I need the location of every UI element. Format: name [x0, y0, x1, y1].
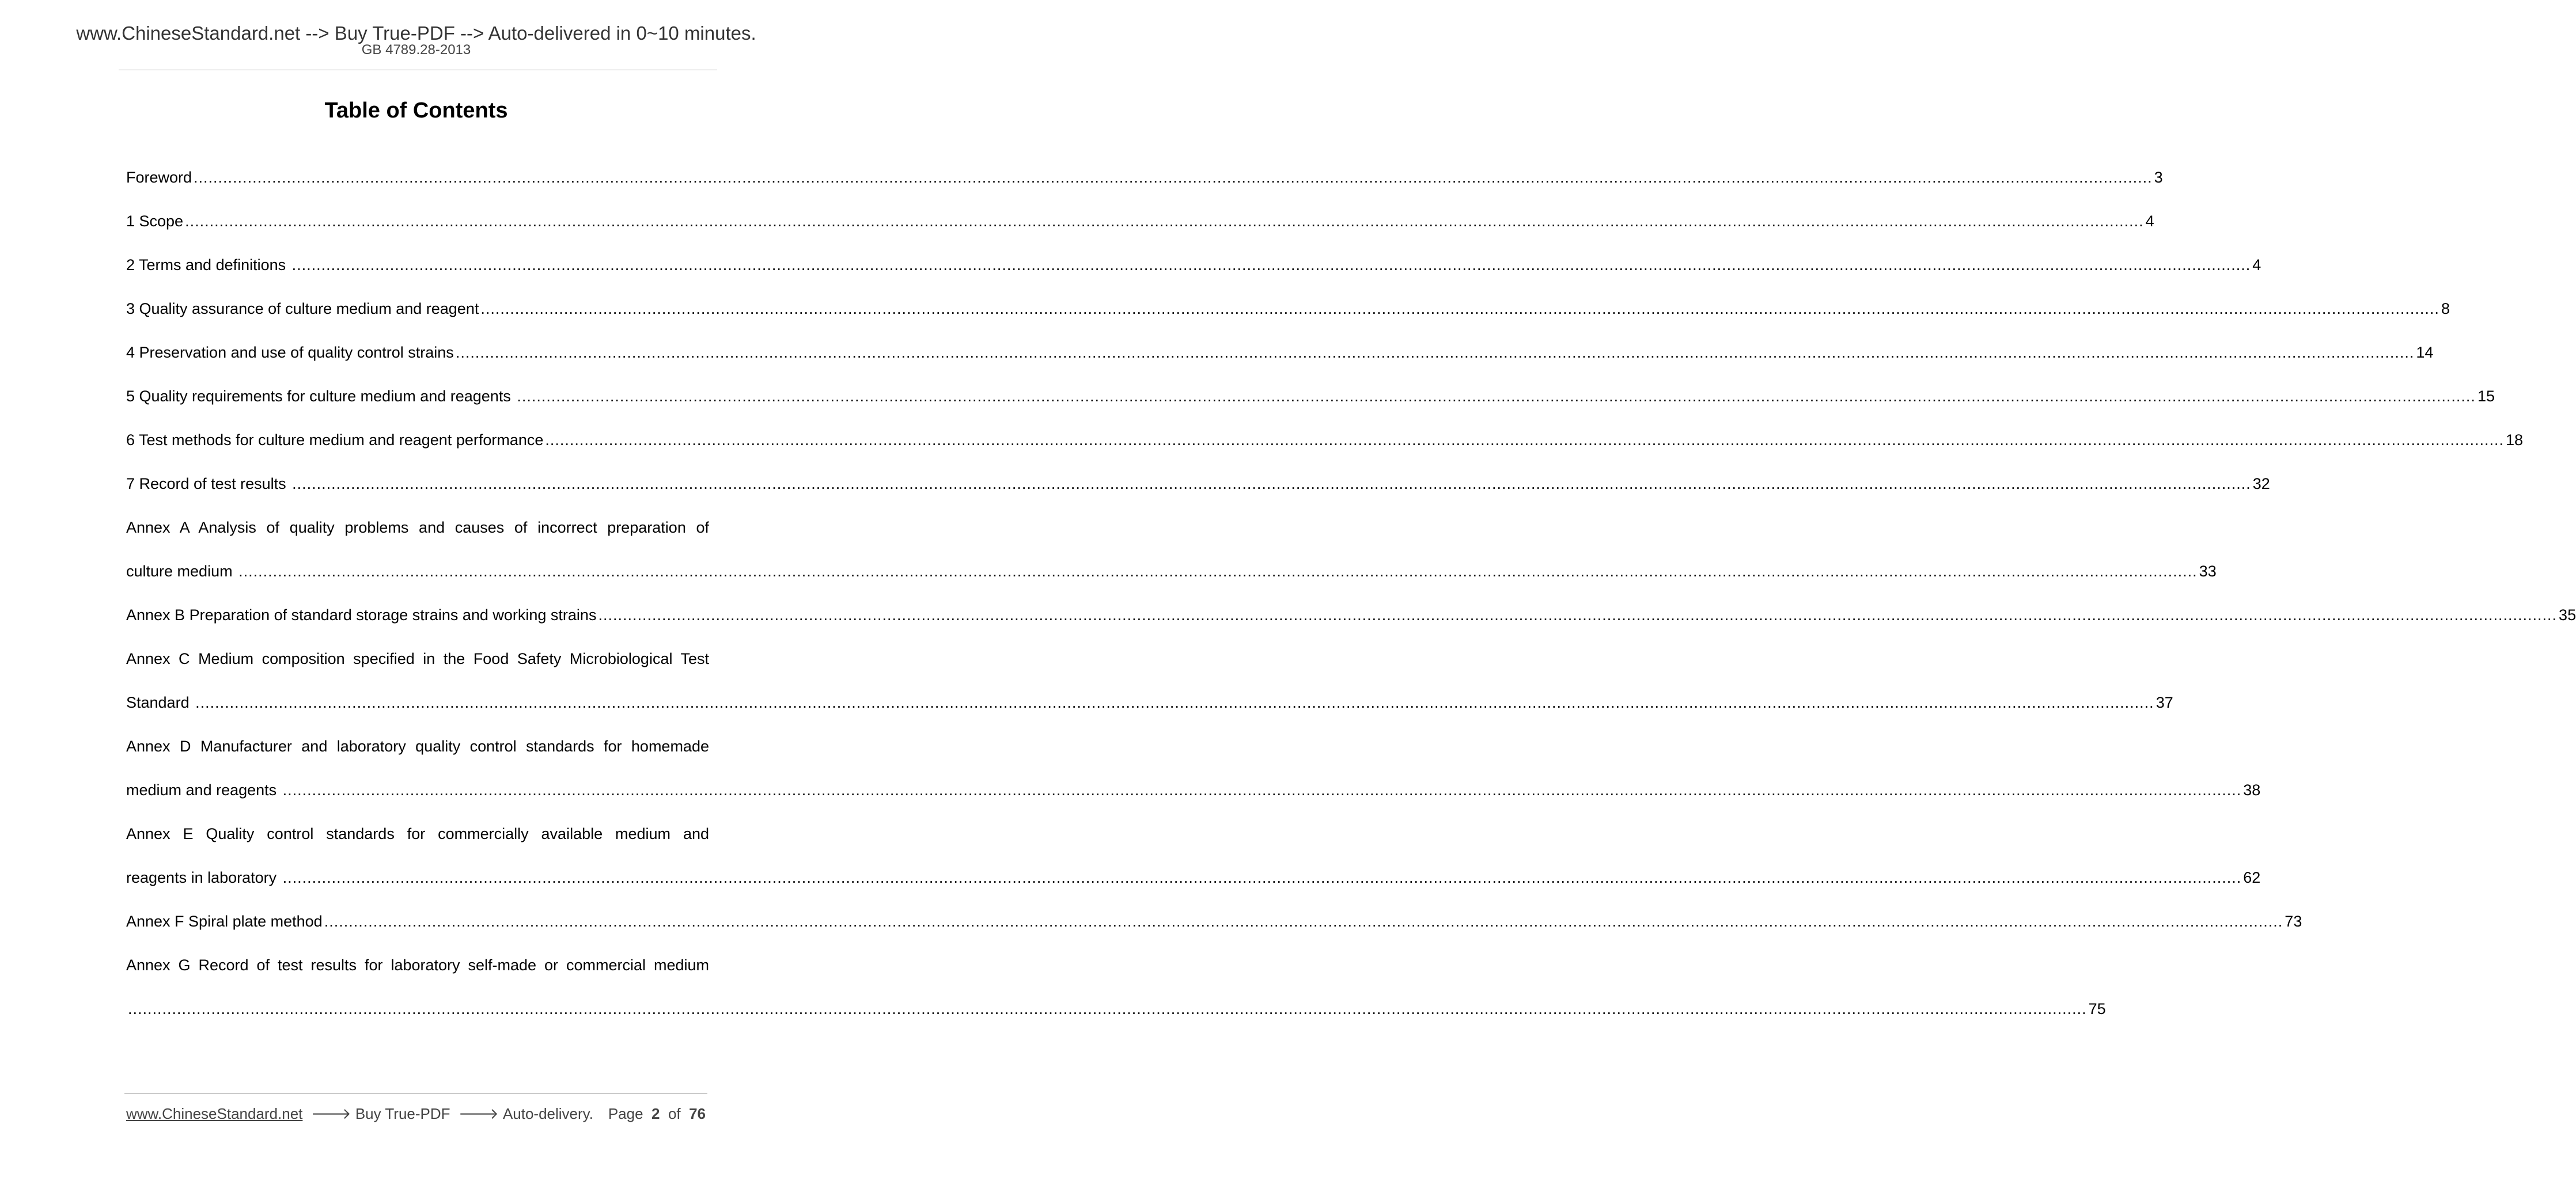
- toc-entry[interactable]: [126, 471, 2270, 515]
- toc-page-number: 73: [2285, 913, 2302, 930]
- toc-entry[interactable]: [126, 909, 2302, 952]
- toc-entry-title: 5 Quality requirements for culture medium and reagents: [126, 388, 516, 405]
- toc-entry-line: [126, 471, 2270, 515]
- toc-entry-title: 2 Terms and definitions: [126, 256, 290, 274]
- toc-leader-dots: ................................................................................................................................................................................................................................................................................................................................................................................................................: [282, 869, 2242, 886]
- toc-entry-line: [126, 602, 2576, 646]
- toc-entry-title: Standard: [126, 694, 194, 711]
- toc-entry-title: Annex F Spiral plate method: [126, 913, 323, 930]
- toc-entry-line: [126, 340, 2434, 384]
- toc-leader-dots: ................................................................................................................................................................................................................................................................................................................................................................................................................: [195, 694, 2154, 711]
- toc-entry-title: reagents in laboratory: [126, 869, 281, 886]
- table-of-contents: [126, 165, 2576, 1040]
- toc-entry-title: 3 Quality assurance of culture medium and reagent: [126, 300, 479, 317]
- toc-entry-lead-text: Annex D Manufacturer and laboratory quality control standards for homemade: [126, 738, 709, 755]
- footer-delivery-text: Auto-delivery.: [502, 1105, 593, 1122]
- toc-leader-dots: ................................................................................................................................................................................................................................................................................................................................................................................................................: [238, 563, 2198, 580]
- toc-entry-lead-text: Annex A Analysis of quality problems and causes of incorrect preparation of: [126, 519, 709, 536]
- toc-entry[interactable]: [126, 646, 2173, 734]
- toc-entry[interactable]: [126, 340, 2434, 384]
- toc-leader-dots: ................................................................................................................................................................................................................................................................................................................................................................................................................: [598, 606, 2558, 624]
- toc-leader-dots: ................................................................................................................................................................................................................................................................................................................................................................................................................: [545, 431, 2504, 449]
- toc-entry[interactable]: [126, 208, 2154, 252]
- toc-entry-line: [126, 559, 2217, 602]
- toc-entry-line: [126, 384, 2495, 427]
- toc-entry-title: Annex B Preparation of standard storage strains and working strains: [126, 606, 597, 624]
- arrow-right-icon: 🡒: [454, 1105, 503, 1122]
- footer-divider: [124, 1093, 707, 1094]
- toc-leader-dots: ................................................................................................................................................................................................................................................................................................................................................................................................................: [455, 344, 2415, 361]
- toc-page-number: 8: [2441, 300, 2450, 317]
- page-of-label: of: [668, 1105, 681, 1122]
- toc-entry[interactable]: [126, 165, 2163, 208]
- footer-promo: [126, 1104, 593, 1123]
- toc-page-number: 38: [2243, 781, 2261, 799]
- toc-leader-dots: ................................................................................................................................................................................................................................................................................................................................................................................................................: [324, 913, 2283, 930]
- toc-title: Table of Contents: [324, 98, 508, 123]
- page-total: 76: [689, 1105, 706, 1122]
- toc-entry-line: [126, 165, 2163, 208]
- toc-entry-lead-text: Annex E Quality control standards for commercially available medium and: [126, 825, 709, 842]
- toc-entry-lead-text: Annex G Record of test results for laboratory self-made or commercial medium: [126, 956, 709, 974]
- toc-entry[interactable]: [126, 952, 2106, 1040]
- toc-leader-dots: ................................................................................................................................................................................................................................................................................................................................................................................................................: [517, 388, 2476, 405]
- toc-entry-title: Foreword: [126, 169, 192, 186]
- toc-entry-title: 4 Preservation and use of quality control strains: [126, 344, 454, 361]
- toc-page-number: 37: [2155, 694, 2173, 711]
- toc-page-number: 32: [2252, 475, 2270, 492]
- page-current: 2: [651, 1105, 660, 1122]
- toc-leader-dots: ................................................................................................................................................................................................................................................................................................................................................................................................................: [282, 781, 2242, 799]
- toc-entry[interactable]: [126, 602, 2576, 646]
- toc-page-number: 14: [2416, 344, 2434, 361]
- toc-entry-line: [126, 427, 2524, 471]
- toc-entry-line: [126, 690, 2173, 734]
- toc-entry-title: culture medium: [126, 563, 237, 580]
- promo-banner[interactable]: www.ChineseStandard.net --> Buy True-PDF --> Auto-delivered in 0~10 minutes.: [76, 22, 756, 44]
- toc-entry[interactable]: [126, 384, 2495, 427]
- toc-entry-title: medium and reagents: [126, 781, 281, 799]
- toc-page-number: 62: [2243, 869, 2261, 886]
- toc-entry[interactable]: [126, 821, 2261, 909]
- toc-page-number: 4: [2252, 256, 2261, 274]
- footer-site-link[interactable]: www.ChineseStandard.net: [126, 1105, 303, 1122]
- toc-page-number: 3: [2154, 169, 2163, 186]
- toc-entry-line: [126, 996, 2106, 1040]
- toc-entry[interactable]: [126, 296, 2450, 340]
- toc-page-number: 75: [2088, 1000, 2106, 1017]
- toc-leader-dots: ................................................................................................................................................................................................................................................................................................................................................................................................................: [291, 256, 2251, 274]
- toc-leader-dots: ................................................................................................................................................................................................................................................................................................................................................................................................................: [128, 1000, 2087, 1017]
- toc-entry-line: [126, 208, 2154, 252]
- toc-page-number: 4: [2145, 212, 2154, 230]
- page-indicator: [608, 1104, 706, 1123]
- arrow-right-icon: 🡒: [306, 1105, 355, 1122]
- toc-entry[interactable]: [126, 252, 2261, 296]
- toc-entry-line: [126, 865, 2261, 909]
- toc-page-number: 18: [2505, 431, 2524, 449]
- toc-entry-line: [126, 296, 2450, 340]
- toc-entry-line: [126, 252, 2261, 296]
- toc-entry[interactable]: [126, 427, 2524, 471]
- toc-entry[interactable]: [126, 515, 2217, 602]
- toc-entry-title: 1 Scope: [126, 212, 184, 230]
- footer-buy-text: Buy True-PDF: [355, 1105, 450, 1122]
- page-label: Page: [608, 1105, 643, 1122]
- standard-code: GB 4789.28-2013: [361, 42, 471, 58]
- toc-page-number: 15: [2477, 388, 2495, 405]
- toc-entry-line: [126, 909, 2302, 952]
- toc-entry-title: 6 Test methods for culture medium and reagent performance: [126, 431, 544, 449]
- toc-entry-lead-text: Annex C Medium composition specified in the Food Safety Microbiological Test: [126, 650, 709, 667]
- toc-leader-dots: ................................................................................................................................................................................................................................................................................................................................................................................................................: [292, 475, 2251, 492]
- toc-page-number: 35: [2559, 606, 2576, 624]
- toc-leader-dots: ................................................................................................................................................................................................................................................................................................................................................................................................................: [480, 300, 2439, 317]
- toc-entry-line: [126, 777, 2261, 821]
- toc-page-number: 33: [2199, 563, 2217, 580]
- toc-entry[interactable]: [126, 734, 2261, 821]
- toc-leader-dots: ................................................................................................................................................................................................................................................................................................................................................................................................................: [194, 169, 2153, 186]
- toc-entry-title: 7 Record of test results: [126, 475, 291, 492]
- toc-leader-dots: ................................................................................................................................................................................................................................................................................................................................................................................................................: [185, 212, 2144, 230]
